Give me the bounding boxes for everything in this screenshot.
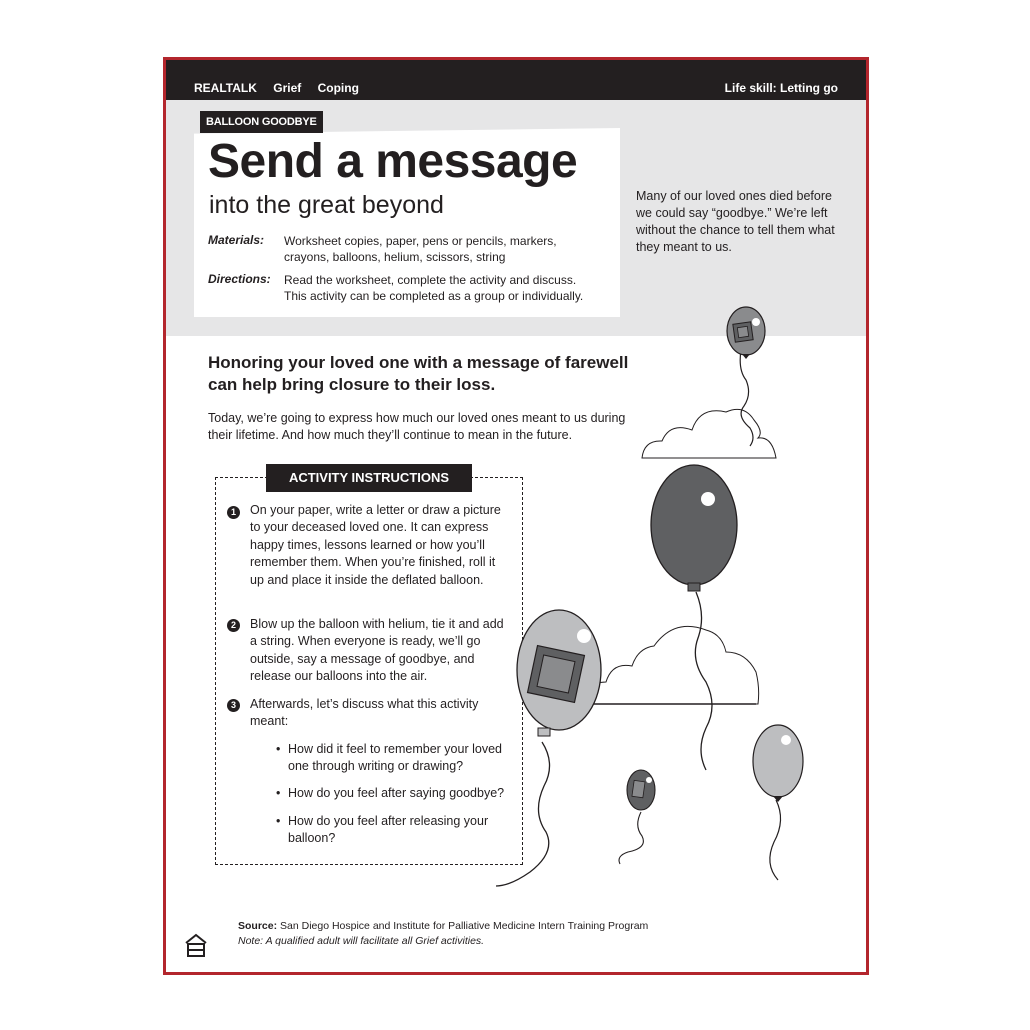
question-2-text: How do you feel after saying goodbye? [288,786,505,800]
cloud-lower [586,626,759,704]
today-text: Today, we’re going to express how much our loved ones meant to us during their lifetime. And how much they’ll continue to mean in the future. [208,411,626,442]
balloon-large-dark [651,465,737,770]
step-3-text: Afterwards, let’s discuss what this activity meant: [250,697,479,729]
cloud-upper [642,409,776,458]
source-label: Source: [238,920,278,932]
directions-text: Read the worksheet, complete the activity and discuss. This activity can be completed as a group or individually. [284,273,584,303]
directions-label: Directions: [208,272,271,286]
step-number-1: 1 [227,506,240,519]
page-subtitle: into the great beyond [209,191,444,219]
activity-tag: BALLOON GOODBYE [200,111,323,133]
activity-heading: ACTIVITY INSTRUCTIONS [266,464,472,492]
step-1-text: On your paper, write a letter or draw a picture to your deceased loved one. It can express happy times, lessons learned or how you’ll remember them. When you’re finished, roll it up and place it inside the deflated balloon. [250,503,501,587]
materials-label: Materials: [208,233,265,247]
crumb-realtalk: REALTALK [194,81,257,95]
life-skill-label: Life skill: Letting go [724,81,838,95]
source-line [238,918,648,935]
question-item: • How did it feel to remember your loved one through writing or drawing? [276,742,502,774]
balloon-small-middle [619,770,655,864]
note-line: Note: A qualified adult will facilitate all Grief activities. [238,935,485,947]
question-item: • How do you feel after releasing your balloon? [276,814,489,846]
worksheet-page [163,57,869,975]
crumb-coping: Coping [317,81,359,95]
home-logo-icon [186,935,206,956]
question-item: • How do you feel after saying goodbye? [276,786,505,800]
page-title: Send a message [208,135,578,188]
balloon-illustration [166,60,866,972]
balloon-large-picture [496,610,601,886]
question-1-text: How did it feel to remember your loved one through writing or drawing? [288,742,502,774]
materials-text: Worksheet copies, paper, pens or pencils, markers, crayons, balloons, helium, scissors, string [284,234,557,264]
step-2-text: Blow up the balloon with helium, tie it and add a string. When everyone is ready, we’ll go outside, say a message of goodbye, and release our balloons into the air. [250,617,504,684]
source-text: San Diego Hospice and Institute for Palliative Medicine Intern Training Program [280,920,649,932]
section-headline: Honoring your loved one with a message of farewell can help bring closure to their loss. [208,353,629,394]
balloon-light-right [753,725,803,880]
question-3-text: How do you feel after releasing your balloon? [288,814,489,846]
crumb-grief: Grief [273,81,302,95]
step-number-3: 3 [227,699,240,712]
intro-text: Many of our loved ones died before we could say “goodbye.” We’re left without the chance to tell them what they meant to us. [636,189,835,254]
step-number-2: 2 [227,619,240,632]
